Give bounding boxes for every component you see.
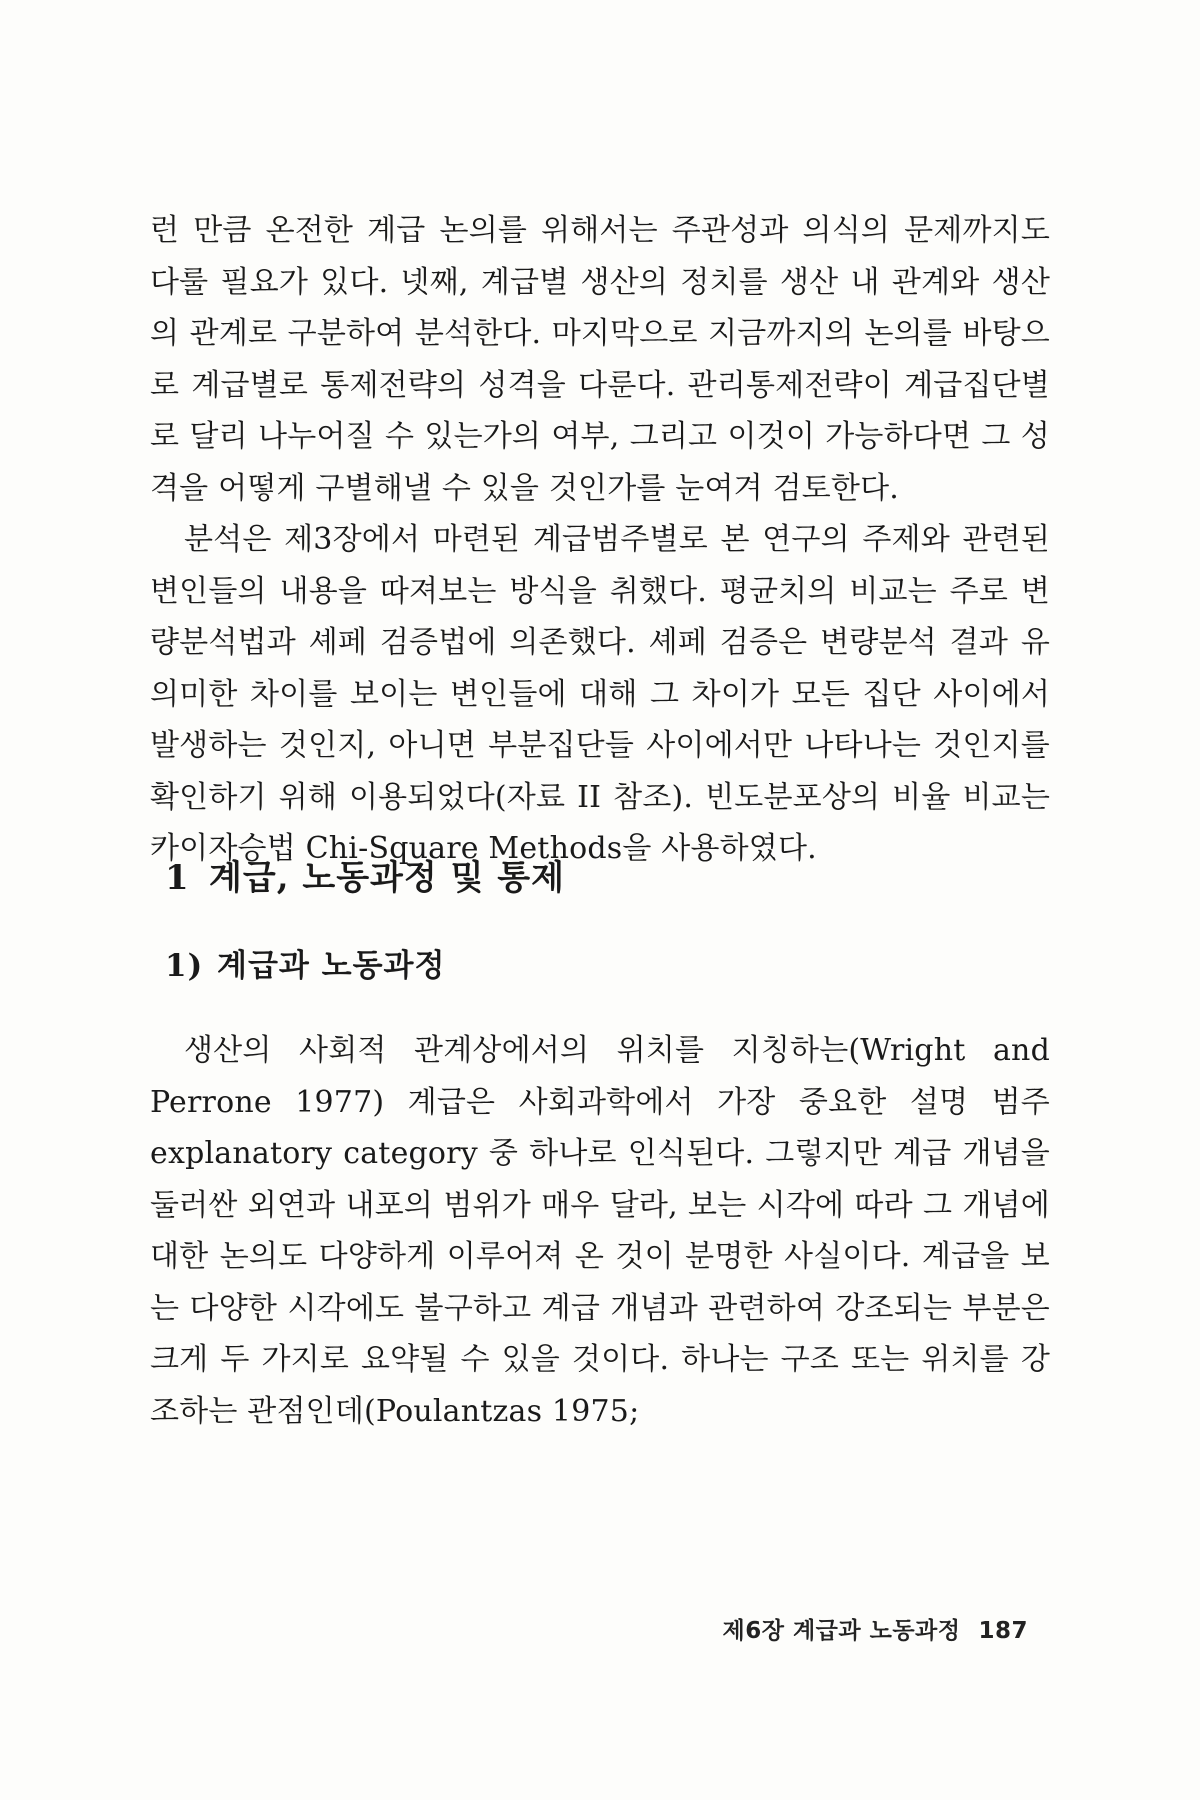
- page-content: [150, 205, 1050, 875]
- body-content: [150, 1025, 1050, 1437]
- subsection-title: 계급과 노동과정: [217, 948, 446, 984]
- subsection-heading: [165, 940, 445, 985]
- running-chapter-title: 제6장 계급과 노동과정: [722, 1618, 961, 1644]
- section-number: 1: [165, 858, 190, 898]
- body-paragraph-1: 생산의 사회적 관계상에서의 위치를 지칭하는(Wright and Perrone 1977) 계급은 사회과학에서 가장 중요한 설명 범주 explanatory category 중 하나로 인식된다. 그렇지만 계급 개념을 둘러싼 외연과 내포의 범위가 매우 달라, 보는 시각에 따라 그 개념에 대한 논의도 다양하게 이루어져 온 것이 분명한 사실이다. 계급을 보는 다양한 시각에도 불구하고 계급 개념과 관련하여 강조되는 부분은 크게 두 가지로 요약될 수 있을 것이다. 하나는 구조 또는 위치를 강조하는 관점인데(Poulantzas 1975;: [150, 1033, 1050, 1429]
- section-title: 계급, 노동과정 및 통제: [209, 858, 565, 898]
- section-heading: [165, 850, 565, 899]
- page-number: 187: [978, 1618, 1028, 1644]
- page-footer: [723, 1612, 1029, 1645]
- intro-paragraph-2: 분석은 제3장에서 마련된 계급범주별로 본 연구의 주제와 관련된 변인들의 내용을 따져보는 방식을 취했다. 평균치의 비교는 주로 변량분석법과 셰페 검증법에 의존했다. 셰페 검증은 변량분석 결과 유의미한 차이를 보이는 변인들에 대해 그 차이가 모든 집단 사이에서 발생하는 것인지, 아니면 부분집단들 사이에서만 나타나는 것인지를 확인하기 위해 이용되었다(자료 II 참조). 빈도분포상의 비율 비교는 카이자승법 Chi-Square Methods을 사용하였다.: [150, 522, 1050, 866]
- intro-paragraph-1: 런 만큼 온전한 계급 논의를 위해서는 주관성과 의식의 문제까지도 다룰 필요가 있다. 넷째, 계급별 생산의 정치를 생산 내 관계와 생산의 관계로 구분하여 분석한다. 마지막으로 지금까지의 논의를 바탕으로 계급별로 통제전략의 성격을 다룬다. 관리통제전략이 계급집단별로 달리 나누어질 수 있는가의 여부, 그리고 이것이 가능하다면 그 성격을 어떻게 구별해낼 수 있을 것인가를 눈여겨 검토한다.: [150, 213, 1050, 506]
- subsection-number: 1): [165, 948, 204, 984]
